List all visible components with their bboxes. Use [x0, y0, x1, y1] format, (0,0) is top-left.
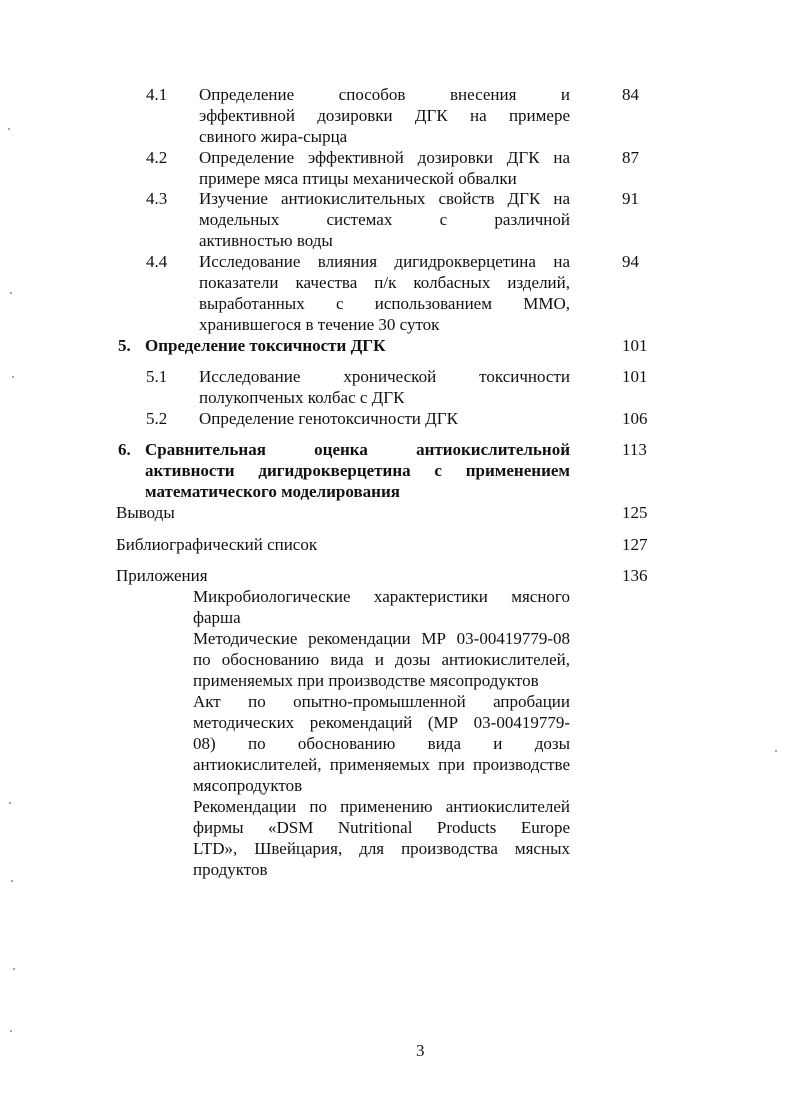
title-line: полукопченых колбас с ДГК	[199, 388, 405, 407]
section-number: 5.2	[146, 409, 168, 428]
item-line: продуктов	[193, 860, 268, 879]
entry-title: Библиографический список	[116, 535, 318, 554]
page-number: 3	[416, 1041, 425, 1060]
page-ref: 127	[622, 535, 648, 554]
chapter-title	[145, 439, 570, 502]
page-ref: 113	[622, 440, 647, 459]
scan-speck	[9, 802, 11, 804]
title-line: математического моделирования	[145, 482, 400, 501]
item-line: Акт по опытно-промышленной апробации	[193, 692, 570, 711]
chapter-title: Определение токсичности ДГК	[145, 336, 386, 355]
section-number: 4.3	[146, 189, 168, 208]
title-line: Исследование влияния дигидрокверцетина на	[199, 252, 570, 271]
title-line: Определение эффективной дозировки ДГК на	[199, 148, 570, 167]
item-line: Рекомендации по применению антиокислителей	[193, 797, 570, 816]
section-title	[199, 84, 570, 147]
page-ref: 106	[622, 409, 648, 428]
item-line: Микробиологические характеристики мясного	[193, 587, 570, 606]
title-line: примере мяса птицы механической обвалки	[199, 169, 517, 188]
page-ref: 91	[622, 189, 639, 208]
item-line: применяемых при производстве мясопродуктов	[193, 671, 539, 690]
section-number: 4.2	[146, 148, 168, 167]
chapter-number: 6.	[118, 440, 131, 459]
title-line: Исследование хронической токсичности	[199, 367, 570, 386]
entry-title: Приложения	[116, 566, 208, 585]
title-line: модельных системах с различной	[199, 210, 570, 229]
item-line: фарша	[193, 608, 241, 627]
section-title	[199, 188, 570, 251]
section-number: 4.1	[146, 85, 168, 104]
page-ref: 101	[622, 367, 648, 386]
item-line: LTD», Швейцария, для производства мясных	[193, 839, 570, 858]
page-ref: 87	[622, 148, 639, 167]
appendix-item	[193, 796, 570, 880]
section-title	[199, 251, 570, 335]
page-ref: 125	[622, 503, 648, 522]
item-line: мясопродуктов	[193, 776, 303, 795]
title-line: Определение генотоксичности ДГК	[199, 409, 458, 428]
scan-speck	[11, 880, 13, 882]
item-line: Методические рекомендации МР 03-00419779-08	[193, 629, 570, 648]
title-line: хранившегося в течение 30 суток	[199, 315, 440, 334]
section-title	[199, 147, 570, 189]
page-ref: 101	[622, 336, 648, 355]
item-line: методических рекомендаций (МР 03-00419779-	[193, 713, 570, 732]
title-line: эффективной дозировки ДГК на примере	[199, 106, 570, 125]
title-line: выработанных с использованием ММО,	[199, 294, 570, 313]
item-line: по обоснованию вида и дозы антиокислителей,	[193, 650, 570, 669]
appendix-item	[193, 691, 570, 796]
scan-speck	[12, 376, 14, 378]
item-line: антиокислителей, применяемых при производстве	[193, 755, 570, 774]
scan-speck	[8, 128, 10, 130]
item-line: 08) по обоснованию вида и дозы	[193, 734, 570, 753]
scan-speck	[10, 292, 12, 294]
scan-speck	[775, 750, 777, 752]
section-title	[199, 366, 570, 408]
chapter-number: 5.	[118, 336, 131, 355]
page-ref: 84	[622, 85, 639, 104]
section-number: 5.1	[146, 367, 168, 386]
title-line: свиного жира-сырца	[199, 127, 348, 146]
title-line: Изучение антиокислительных свойств ДГК на	[199, 189, 570, 208]
title-line: активностью воды	[199, 231, 333, 250]
section-title	[199, 408, 570, 429]
scan-speck	[10, 1030, 12, 1032]
entry-title: Выводы	[116, 503, 175, 522]
section-number: 4.4	[146, 252, 168, 271]
scan-speck	[13, 968, 15, 970]
appendix-item	[193, 586, 570, 628]
title-line: Определение способов внесения и	[199, 85, 570, 104]
item-line: фирмы «DSM Nutritional Products Europe	[193, 818, 570, 837]
title-line: Сравнительная оценка антиокислительной	[145, 440, 570, 459]
page-ref: 136	[622, 566, 648, 585]
title-line: показатели качества п/к колбасных изделий,	[199, 273, 570, 292]
page-ref: 94	[622, 252, 639, 271]
appendix-item	[193, 628, 570, 691]
title-line: активности дигидрокверцетина с применением	[145, 461, 570, 480]
